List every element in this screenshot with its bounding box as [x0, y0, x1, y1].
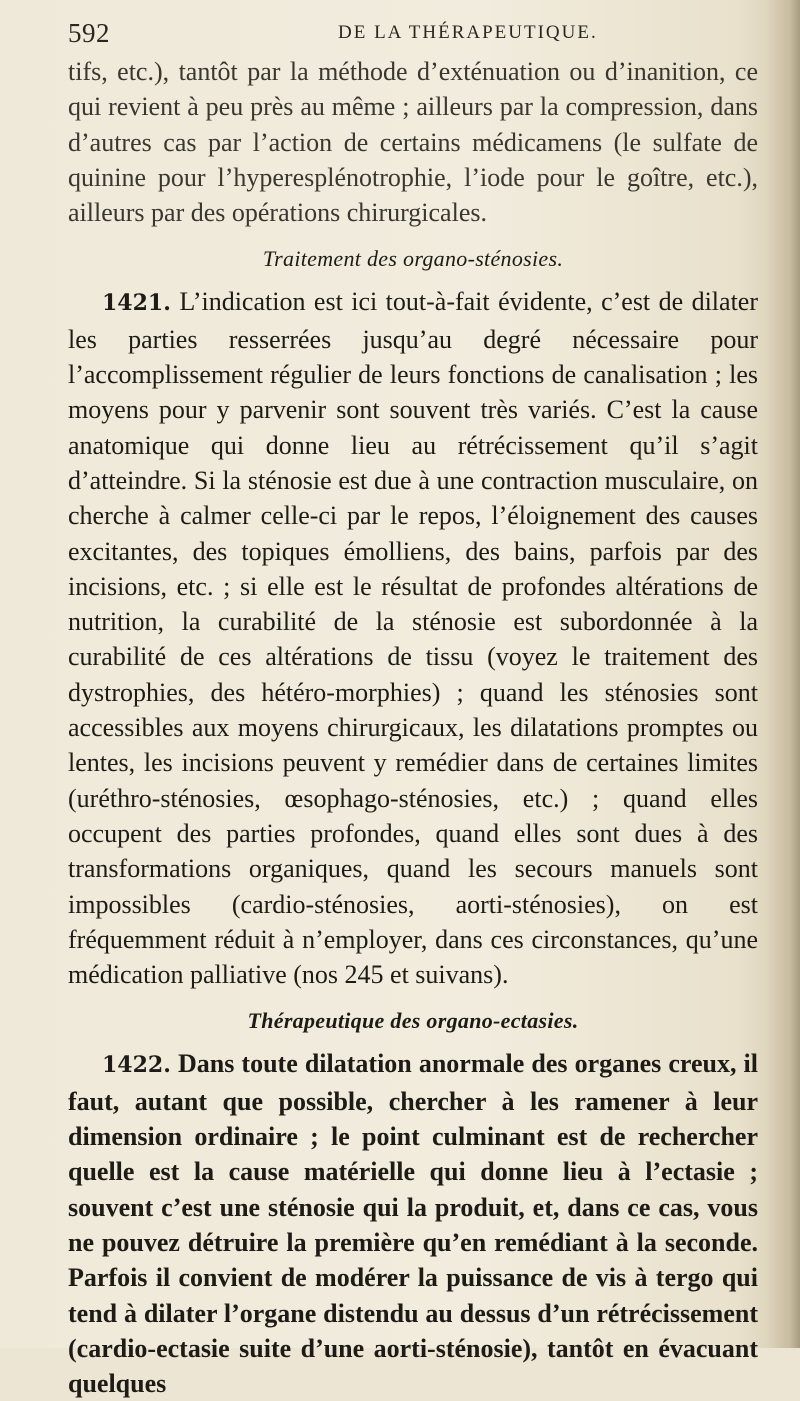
page-number: 592 — [68, 18, 110, 48]
section-title-stenosies: Traitement des organo-sténosies. — [262, 246, 564, 272]
paragraph-number: 1422. — [102, 1052, 171, 1079]
section-title-ectasies: Thérapeutique des organo-ectasies. — [247, 1008, 579, 1034]
paragraph-1421 — [68, 284, 758, 992]
intro-paragraph: tifs, etc.), tantôt par la méthode d’exténuation ou d’inanition, ce qui revient à peu près au même ; ailleurs par la compression, dans d’autres cas par l’action de certains médicamens (le sulfate de quinine pour l’hyperesplénotrophie, l’iode pour le goître, etc.), ailleurs par des opérations chirurgicales. — [68, 57, 758, 228]
page-header — [68, 16, 748, 56]
paragraph-number: 1421. — [102, 290, 171, 317]
paragraph-text: Dans toute dilatation anormale des organes creux, il faut, autant que possible, chercher à les ramener à leur dimension ordinaire ; le point culminant est de rechercher quelle est la cause matérielle qui donne lieu à l’ectasie ; souvent c’est une sténosie qui la produit, et, dans ce cas, vous ne pouvez détruire la première qu’en remédiant à la seconde. Parfois il convient de modérer la puissance de vis à tergo qui tend à dilater l’organe distendu au dessus d’un rétrécissement (cardio-ectasie suite d’une aorti-sténosie), tantôt en évacuant quelques — [68, 1049, 758, 1399]
running-head: DE LA THÉRAPEUTIQUE. — [338, 22, 598, 43]
paragraph-text: L’indication est ici tout-à-fait évidente, c’est de dilater les parties resserrées jusqu’au degré nécessaire pour l’accomplissement régulier de leurs fonctions de canalisation ; les moyens pour y parvenir sont souvent très variés. C’est la cause anatomique qui donne lieu au rétrécissement qu’il s’agit d’atteindre. Si la sténosie est due à une contraction musculaire, on cherche à calmer celle-ci par le repos, l’éloignement des causes excitantes, des topiques émolliens, des bains, parfois par des incisions, etc. ; si elle est le résultat de profondes altérations de nutrition, la curabilité de la sténosie est subordonnée à la curabilité de ces altérations de tissu (voyez le traitement des dystrophies, des hétéro-morphies) ; quand les sténosies sont accessibles aux moyens chirurgicaux, les dilatations promptes ou lentes, les incisions peuvent y remédier dans de certaines limites (uréthro-sténosies, œsophago-sténosies, etc.) ; quand elles occupent des parties profondes, quand elles sont dues à des transformations organiques, quand les secours manuels sont impossibles (cardio-sténosies, aorti-sténosies), on est fréquemment réduit à n’employer, dans ces circonstances, qu’une médication palliative (nos 245 et suivans). — [68, 287, 758, 990]
body-text — [68, 54, 758, 1401]
page-edge-shadow — [766, 0, 800, 1348]
